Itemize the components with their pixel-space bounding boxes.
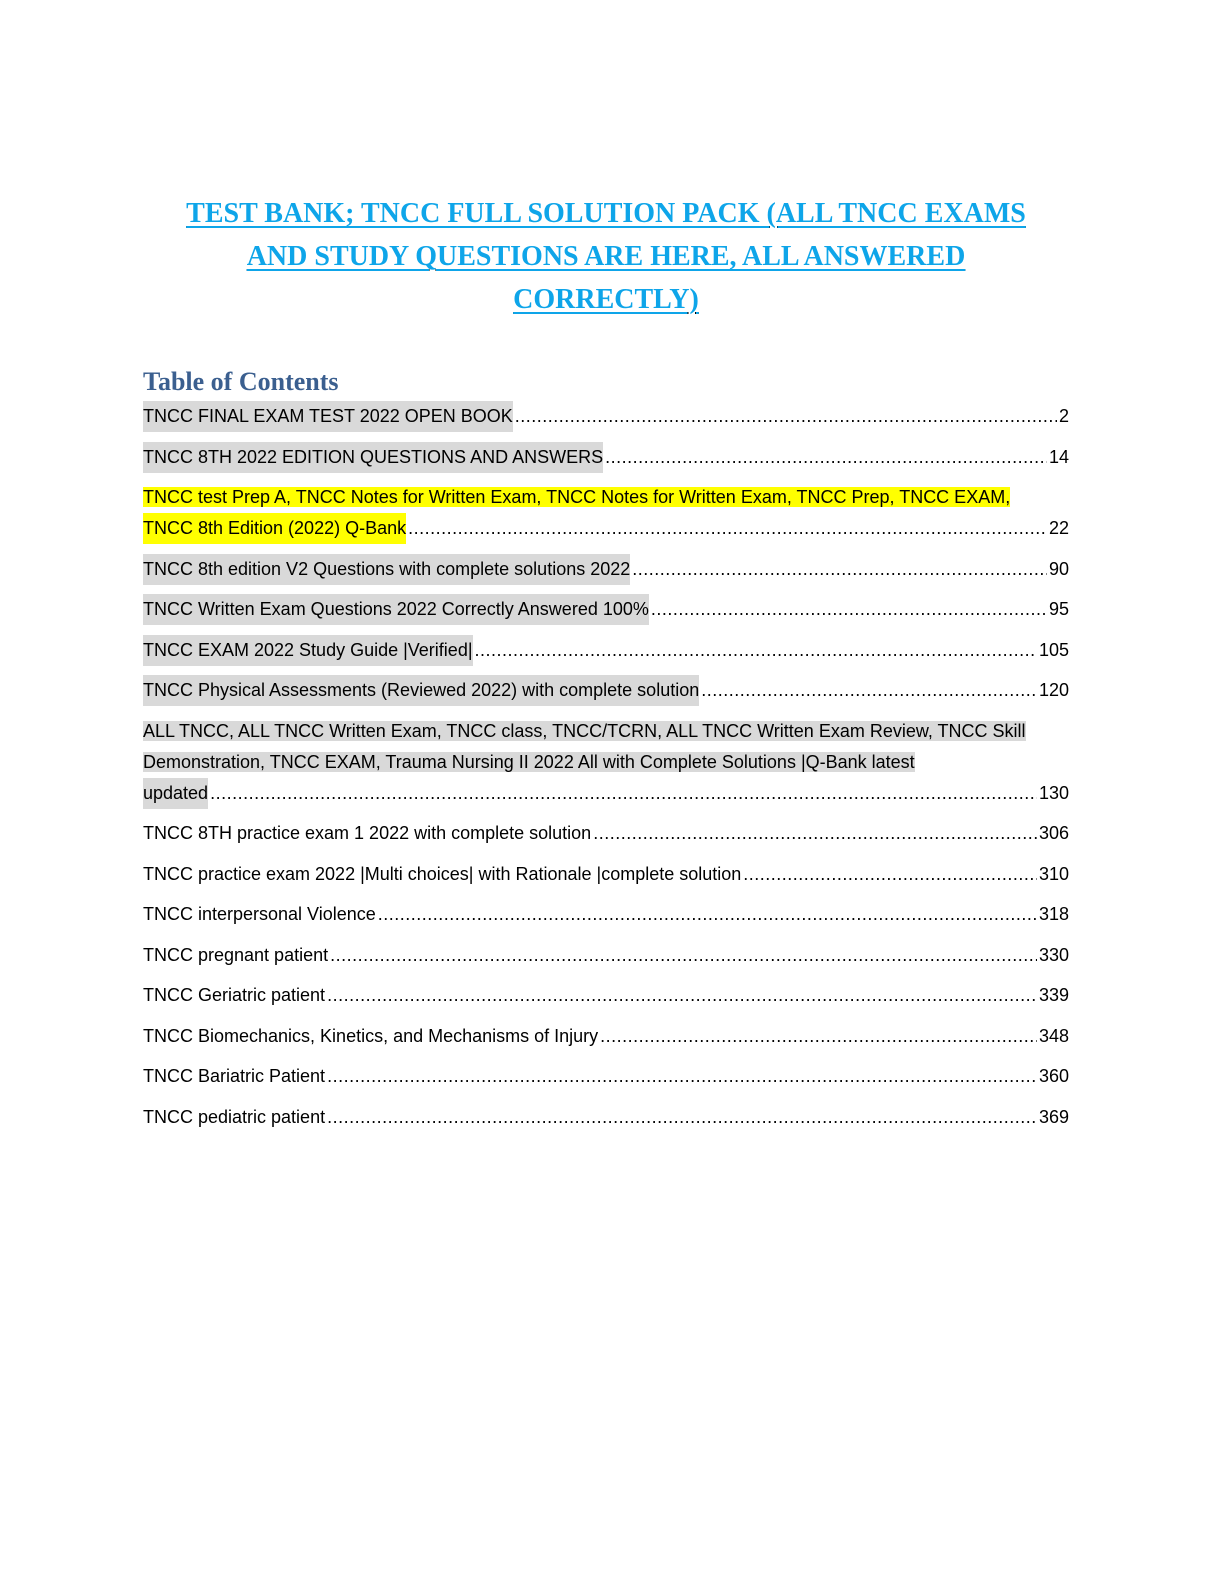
- toc-entry-label: TNCC Bariatric Patient: [143, 1066, 326, 1086]
- toc-entry[interactable]: [143, 899, 1069, 930]
- toc-page-number: 2: [1058, 406, 1069, 426]
- toc-entry[interactable]: [143, 859, 1069, 890]
- toc-entry[interactable]: [143, 1021, 1069, 1052]
- toc-dot-leader: [378, 899, 1037, 930]
- document-title-line-3[interactable]: CORRECTLY): [513, 284, 699, 315]
- toc-entry[interactable]: [143, 1102, 1069, 1133]
- toc-page-number: 95: [1048, 599, 1069, 619]
- toc-entry[interactable]: [143, 980, 1069, 1011]
- toc-page-number: 318: [1038, 904, 1069, 924]
- toc-page-number: 330: [1038, 944, 1069, 965]
- toc-entry-label: ALL TNCC, ALL TNCC Written Exam, TNCC class, TNCC/TCRN, ALL TNCC Written Exam Review, TNCC Skill: [143, 720, 1026, 741]
- toc-entry-label: TNCC Written Exam Questions 2022 Correctly Answered 100%: [143, 594, 649, 625]
- toc-page-number: 369: [1038, 1106, 1069, 1127]
- toc-entry-label: TNCC EXAM 2022 Study Guide |Verified|: [143, 635, 473, 666]
- toc-entry[interactable]: [143, 675, 1069, 706]
- toc-page-number: 22: [1048, 518, 1069, 538]
- toc-entry[interactable]: [143, 716, 1069, 809]
- toc-dot-leader: [701, 675, 1037, 706]
- document-title-line-1[interactable]: TEST BANK; TNCC FULL SOLUTION PACK (ALL TNCC EXAMS: [186, 198, 1026, 229]
- toc-heading: Table of Contents: [143, 367, 339, 396]
- toc-page-number: 306: [1038, 823, 1069, 843]
- toc-page-number: 14: [1048, 446, 1069, 467]
- toc-entry-label: TNCC Geriatric patient: [143, 985, 326, 1005]
- toc-entry-label: TNCC 8th edition V2 Questions with complete solutions 2022: [143, 554, 630, 585]
- toc-entry[interactable]: [143, 401, 1069, 432]
- toc-entry[interactable]: [143, 818, 1069, 849]
- toc-entry[interactable]: [143, 482, 1069, 544]
- toc-entry[interactable]: [143, 442, 1069, 473]
- toc-page-number: 105: [1038, 639, 1069, 660]
- toc-dot-leader: [327, 980, 1037, 1011]
- toc-entry[interactable]: [143, 940, 1069, 971]
- toc-entry-label: TNCC 8th Edition (2022) Q-Bank: [143, 513, 406, 544]
- toc-dot-leader: [515, 401, 1057, 432]
- toc-entry[interactable]: [143, 1061, 1069, 1092]
- toc-dot-leader: [593, 818, 1037, 849]
- toc-entry-label: TNCC Biomechanics, Kinetics, and Mechanisms of Injury: [143, 1025, 599, 1046]
- toc-page-number: 310: [1038, 863, 1069, 884]
- toc-dot-leader: [330, 940, 1037, 971]
- toc-entry-label: TNCC test Prep A, TNCC Notes for Written Exam, TNCC Notes for Written Exam, TNCC Prep, TNCC EXAM,: [143, 487, 1011, 507]
- toc-entry[interactable]: [143, 594, 1069, 625]
- toc-dot-leader: [475, 635, 1037, 666]
- toc-entry-label: TNCC pediatric patient: [143, 1106, 326, 1127]
- table-of-contents: [143, 401, 1069, 1142]
- toc-page-number: 360: [1038, 1066, 1069, 1086]
- document-title-line-2[interactable]: AND STUDY QUESTIONS ARE HERE, ALL ANSWERED: [246, 241, 966, 272]
- toc-entry[interactable]: [143, 554, 1069, 585]
- toc-page-number: 339: [1038, 985, 1069, 1005]
- toc-dot-leader: [743, 859, 1037, 890]
- toc-entry[interactable]: [143, 635, 1069, 666]
- toc-entry-label: TNCC pregnant patient: [143, 944, 329, 965]
- toc-entry-label: updated: [143, 778, 208, 809]
- toc-dot-leader: [651, 594, 1047, 625]
- toc-entry-label: Demonstration, TNCC EXAM, Trauma Nursing II 2022 All with Complete Solutions |Q-Bank latest: [143, 751, 915, 772]
- toc-entry-label: TNCC FINAL EXAM TEST 2022 OPEN BOOK: [143, 401, 513, 432]
- toc-entry-label: TNCC 8TH 2022 EDITION QUESTIONS AND ANSWERS: [143, 442, 603, 473]
- toc-page-number: 120: [1038, 680, 1069, 700]
- toc-page-number: 90: [1048, 558, 1069, 579]
- toc-page-number: 130: [1038, 782, 1069, 803]
- toc-entry-label: TNCC 8TH practice exam 1 2022 with complete solution: [143, 823, 592, 843]
- toc-entry-label: TNCC interpersonal Violence: [143, 904, 376, 924]
- toc-entry-label: TNCC Physical Assessments (Reviewed 2022) with complete solution: [143, 675, 699, 706]
- toc-dot-leader: [210, 778, 1037, 809]
- toc-page-number: 348: [1038, 1025, 1069, 1046]
- document-title[interactable]: [150, 192, 1062, 321]
- toc-dot-leader: [600, 1021, 1037, 1052]
- toc-dot-leader: [327, 1102, 1037, 1133]
- toc-entry-label: TNCC practice exam 2022 |Multi choices| with Rationale |complete solution: [143, 863, 742, 884]
- toc-dot-leader: [632, 554, 1047, 585]
- toc-dot-leader: [327, 1061, 1037, 1092]
- toc-dot-leader: [408, 513, 1047, 544]
- toc-dot-leader: [605, 442, 1047, 473]
